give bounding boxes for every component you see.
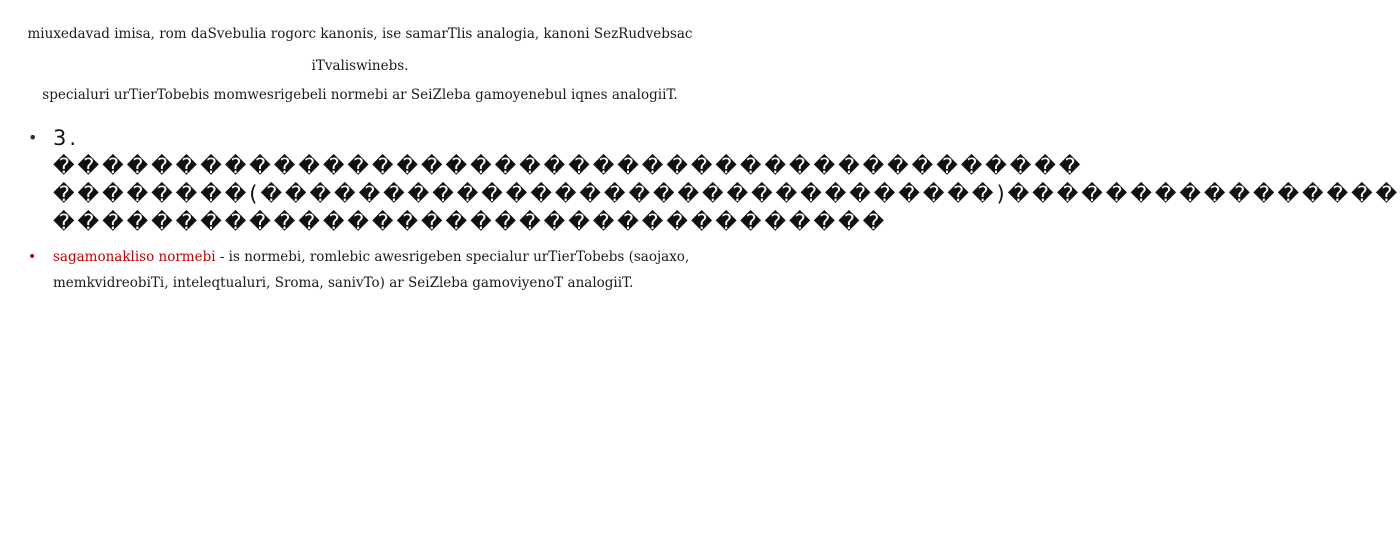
bullet-text-1: 3. ������������������������������������������ ��������(������������������������������)���������������� ���������������������������������� bbox=[53, 126, 1400, 234]
intro-line-2: iTvaliswinebs. bbox=[311, 58, 409, 74]
intro-line-1: miuxedavad imisa, rom daSvebulia rogorc kanonis, ise samarTlis analogia, kanoni SezRudvebsac bbox=[27, 26, 693, 42]
bullet-text-2 bbox=[53, 244, 713, 296]
intro-line-3: specialuri urTierTobebis momwesrigebeli normebi ar SeiZleba gamoyenebul iqnes analogiiT. bbox=[42, 87, 678, 103]
bullet-dot-icon: • bbox=[28, 128, 38, 147]
bullet-definition: - is normebi, romlebic awesrigeben specialur urTierTobebs (saojaxo, memkvidreobiTi, inteleqtualuri, Sroma, sanivTo) ar SeiZleba gamoviyenoT analogiiT. bbox=[53, 249, 690, 291]
bullet-dot-icon: • bbox=[28, 249, 37, 265]
bullet-term: sagamonakliso normebi bbox=[53, 249, 216, 265]
